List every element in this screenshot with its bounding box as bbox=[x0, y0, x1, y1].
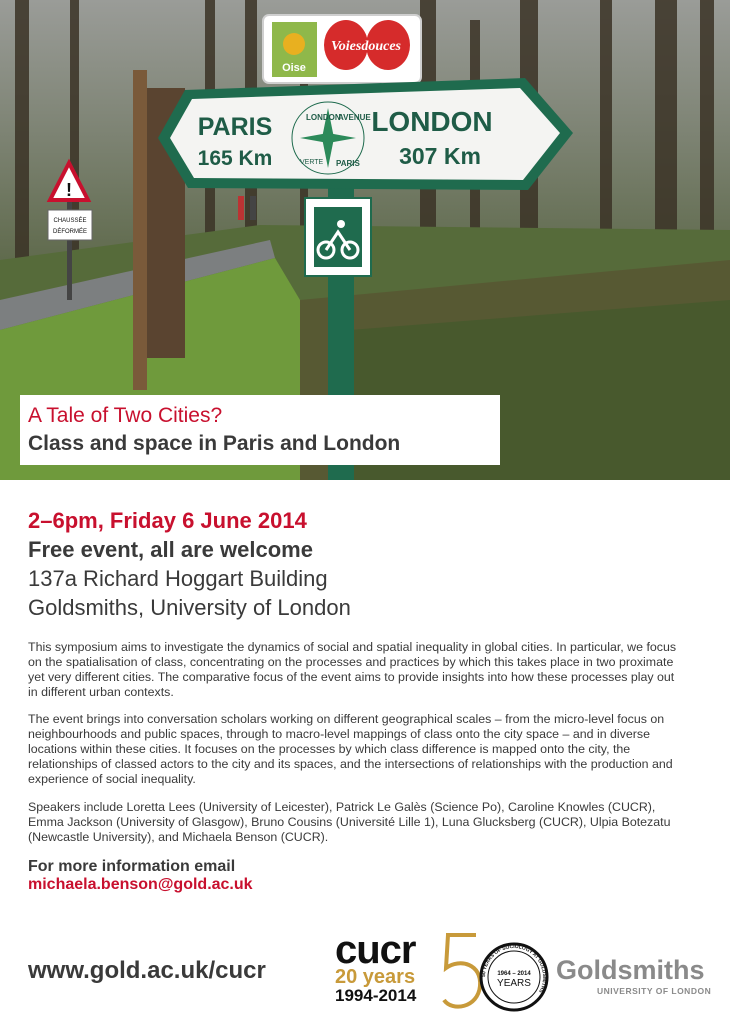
contact-email-link[interactable]: michaela.benson@gold.ac.uk bbox=[28, 876, 253, 893]
event-subtitle: Class and space in Paris and London bbox=[28, 432, 401, 455]
compass-top: LONDON bbox=[306, 113, 341, 122]
event-free-note: Free event, all are welcome bbox=[28, 537, 313, 562]
event-institution: Goldsmiths, University of London bbox=[28, 595, 351, 620]
fifty-years-logo bbox=[440, 930, 550, 1020]
goldsmiths-subtitle: UNIVERSITY OF LONDON bbox=[597, 986, 712, 996]
svg-text:!: ! bbox=[66, 180, 72, 200]
panel-oise: Oise bbox=[282, 62, 306, 74]
sign-left-city: PARIS bbox=[197, 113, 273, 141]
website-link[interactable]: www.gold.ac.uk/cucr bbox=[28, 957, 266, 984]
compass-right: AVENUE bbox=[338, 113, 371, 122]
fifty-range: 1964 – 2014 bbox=[497, 971, 531, 977]
event-time: 2–6pm, Friday 6 June 2014 bbox=[28, 508, 307, 533]
panel-voies: Voiesdouces bbox=[331, 39, 401, 54]
compass-bottom-left: VERTE bbox=[300, 159, 324, 166]
contact-label: For more information email bbox=[28, 858, 236, 875]
cucr-years: 20 years bbox=[335, 966, 416, 988]
sign-left-distance: 165 Km bbox=[197, 147, 273, 170]
event-title: A Tale of Two Cities? bbox=[28, 404, 223, 427]
compass-bottom-right: PARIS bbox=[336, 159, 360, 168]
sign-right-distance: 307 Km bbox=[399, 143, 481, 169]
fifty-ring-text: 50 YEARS OF SOCIOLOGY AT GOLDSMITHS bbox=[480, 943, 548, 994]
warning-line2: DÉFORMÉE bbox=[52, 229, 88, 235]
speakers-paragraph: Speakers include Loretta Lees (University of Leicester), Patrick Le Galès (Science Po), Caroline Knowles (CUCR), Emma Jackson (University of Glasgow), Bruno Cousins (Université Lille 1), Luna Glucksberg (CUCR), Ulpia Botezatu (Newcastle University), and Michaela Benson (CUCR). bbox=[28, 800, 671, 844]
goldsmiths-logo: Goldsmiths bbox=[556, 955, 705, 985]
warning-line1: CHAUSSÉE bbox=[53, 218, 87, 224]
cucr-logo: cucr bbox=[335, 928, 416, 972]
fifty-years: YEARS bbox=[497, 978, 531, 989]
event-venue: 137a Richard Hoggart Building bbox=[28, 566, 328, 591]
cucr-range: 1994-2014 bbox=[335, 986, 417, 1005]
body-paragraph: The event brings into conversation scholars working on different geographical scales – from the micro-level focus on neighbourhoods and public spaces, through to macro-level mappings of class onto the city space – and in diverse locations within these cities. It focuses on the processes by which class difference is mapped onto the city, the relationships of classed actors to the city and its spaces, and the intersections of relationships with the production and experience of social inequality. bbox=[28, 712, 673, 786]
body-paragraph: This symposium aims to investigate the dynamics of social and spatial inequality in global cities. In particular, we focus on the spatialisation of class, concentrating on the processes and practices by which this takes place in two proximate yet very different cities. The comparative focus of the event aims to provide insights into how these processes play out in different urban contexts. bbox=[28, 640, 677, 699]
sign-right-city: LONDON bbox=[371, 106, 493, 137]
title-box bbox=[20, 395, 500, 465]
